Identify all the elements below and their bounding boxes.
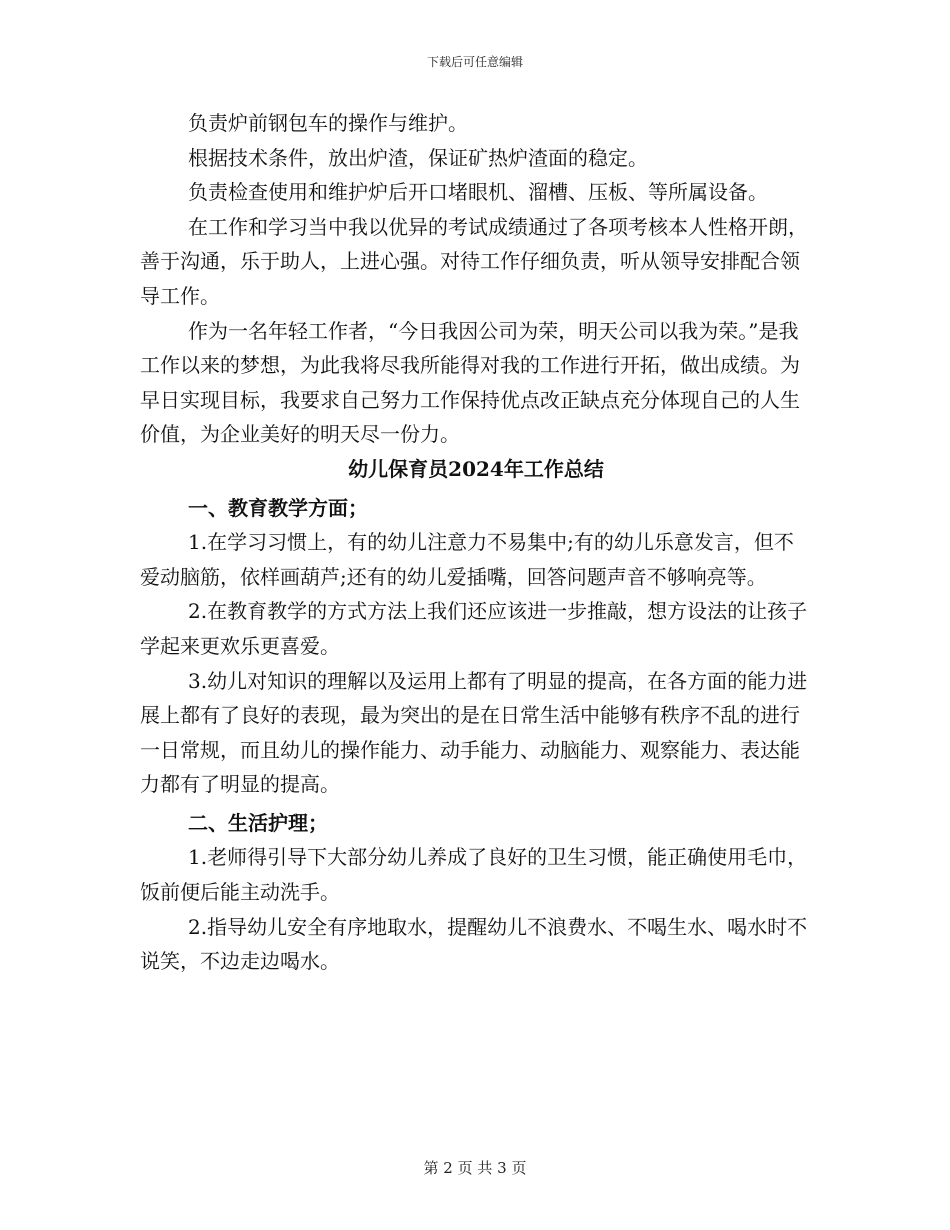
intro-paragraph: 根据技术条件，放出炉渣，保证矿热炉渣面的稳定。 xyxy=(188,145,648,170)
list-item: 1.老师得引导下大部分幼儿养成了良好的卫生习惯，能正确使用毛巾，饭前便后能主动洗手。 xyxy=(140,845,808,905)
page-header: 下载后可任意编辑 xyxy=(426,55,523,69)
list-item: 2.指导幼儿安全有序地取水，提醒幼儿不浪费水、不喝生水、喝水时不说笑，不边走边喝水。 xyxy=(140,914,808,974)
section-heading-education: 一、教育教学方面； xyxy=(188,495,368,520)
intro-paragraph: 负责检查使用和维护炉后开口堵眼机、溜槽、压板、等所属设备。 xyxy=(188,180,768,205)
intro-paragraph: 负责炉前钢包车的操作与维护。 xyxy=(188,111,468,135)
section-heading-care: 二、生活护理； xyxy=(188,810,328,835)
list-item: 1.在学习习惯上，有的幼儿注意力不易集中;有的幼儿乐意发言，但不爱动脑筋，依样画葫芦;还有的幼儿爱插嘴，回答问题声音不够响亮等。 xyxy=(140,530,794,589)
intro-paragraph: 在工作和学习当中我以优异的考试成绩通过了各项考核本人性格开朗，善于沟通，乐于助人，上进心强。对待工作仔细负责，听从领导安排配合领导工作。 xyxy=(140,214,808,308)
page-footer: 第 2 页 共 3 页 xyxy=(423,1159,527,1177)
intro-paragraph: 作为一名年轻工作者，“今日我因公司为荣，明天公司以我为荣。”是我工作以来的梦想，为此我将尽我所能得对我的工作进行开拓，做出成绩。为早日实现目标，我要求自己努力工作保持优点改正缺点充分体现自己的人生价值，为企业美好的明天尽一份力。 xyxy=(140,318,800,447)
document-body xyxy=(140,106,812,979)
list-item: 2.在教育教学的方式方法上我们还应该进一步推敲，想方设法的让孩子学起来更欢乐更喜爱。 xyxy=(140,599,808,658)
list-item: 3.幼儿对知识的理解以及运用上都有了明显的提高，在各方面的能力进展上都有了良好的表现，最为突出的是在日常生活中能够有秩序不乱的进行一日常规，而且幼儿的操作能力、动手能力、动脑能力、观察能力、表达能力都有了明显的提高。 xyxy=(140,668,808,797)
document-title: 幼儿保育员2024年工作总结 xyxy=(348,456,604,481)
